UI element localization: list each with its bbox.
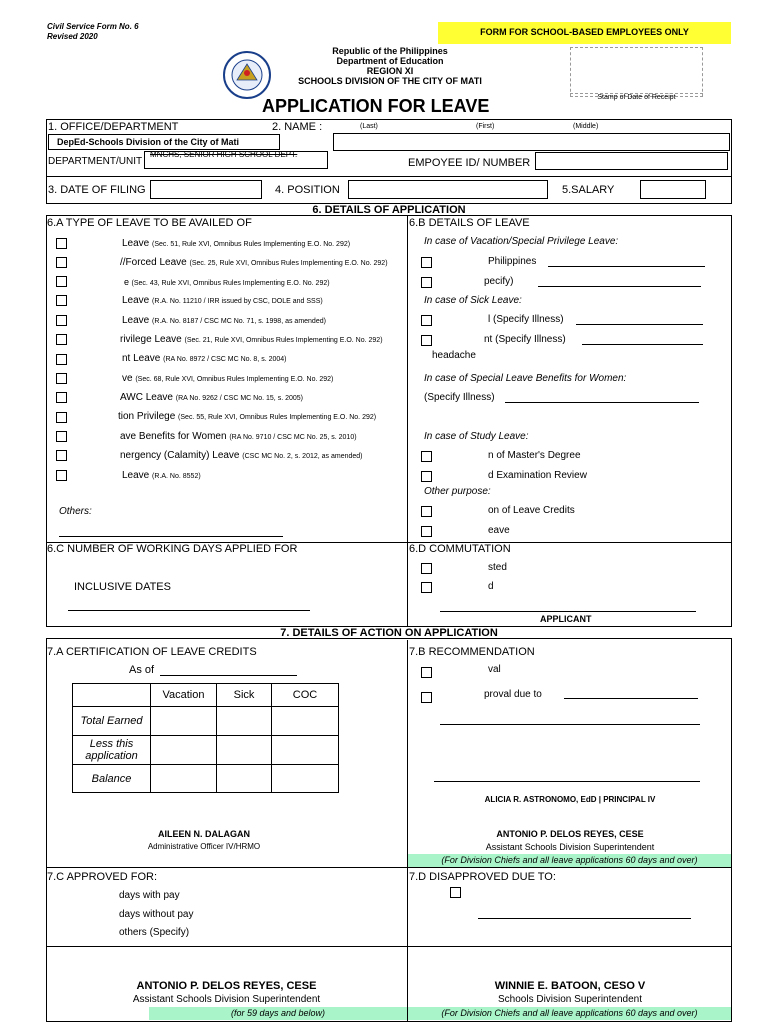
table-cell: [73, 684, 151, 707]
divider: [46, 946, 732, 947]
principal-signature-line: [434, 781, 700, 782]
leave-type-item: Leave (R.A. No. 11210 / IRR issued by CSC, DOLE and SSS): [122, 295, 323, 306]
commutation-item: sted: [488, 562, 507, 573]
office-value: DepEd-Schools Division of the City of Mati: [57, 137, 240, 147]
leave-type-checkbox[interactable]: [56, 276, 67, 287]
stamp-label: Stamp of Date of Receipt: [570, 93, 703, 101]
sick-item: nt (Specify Illness): [484, 334, 566, 345]
divider: [407, 216, 408, 626]
divider: [46, 176, 732, 177]
form-number: Civil Service Form No. 6: [47, 22, 139, 31]
hrmo-name: AILEEN N. DALAGAN: [158, 829, 250, 839]
sick-checkbox[interactable]: [421, 315, 432, 326]
leave-type-checkbox[interactable]: [56, 412, 67, 423]
study-item: n of Master's Degree: [488, 450, 581, 461]
asds-name: ANTONIO P. DELOS REYES, CESE: [496, 829, 644, 839]
date-filing-field[interactable]: [150, 180, 262, 199]
vacation-checkbox[interactable]: [421, 277, 432, 288]
recommendation-line: [564, 698, 698, 699]
division-chief-note: (For Division Chiefs and all leave applications 60 days and over): [408, 854, 731, 867]
inclusive-dates-label: INCLUSIVE DATES: [74, 581, 171, 593]
leave-type-checkbox[interactable]: [56, 431, 67, 442]
empid-label: EMPOYEE ID/ NUMBER: [408, 157, 531, 169]
leave-type-checkbox[interactable]: [56, 373, 67, 384]
first-name-label: (First): [476, 123, 495, 130]
recommendation-checkbox[interactable]: [421, 667, 432, 678]
vacation-header: In case of Vacation/Special Privilege Leave:: [424, 236, 619, 247]
leave-type-checkbox[interactable]: [56, 470, 67, 481]
vacation-line: [548, 266, 705, 267]
women-item: (Specify Illness): [424, 392, 495, 403]
table-cell[interactable]: [151, 765, 217, 793]
section-7b-title: 7.B RECOMMENDATION: [409, 646, 535, 658]
approved-item: days with pay: [119, 890, 180, 901]
sds-title: Schools Division Superintendent: [498, 994, 642, 1005]
sick-value: headache: [432, 350, 476, 361]
as-of-label: As of: [129, 664, 155, 676]
women-header: In case of Special Leave Benefits for Women:: [424, 373, 627, 384]
other-purpose-checkbox[interactable]: [421, 506, 432, 517]
table-row-label: Total Earned: [73, 707, 151, 736]
agency-line: Department of Education: [336, 56, 444, 66]
office-label: 1. OFFICE/DEPARTMENT: [48, 121, 179, 133]
salary-field[interactable]: [640, 180, 706, 199]
other-purpose-item: eave: [488, 525, 510, 536]
sick-item: l (Specify Illness): [488, 314, 564, 325]
table-cell[interactable]: [151, 707, 217, 736]
unit-value: MNCHS, SENIOR HIGH SCHOOL DEPT.: [150, 150, 298, 159]
disapproved-checkbox[interactable]: [450, 887, 461, 898]
approved-item: others (Specify): [119, 927, 190, 938]
applicant-signature-line: [440, 611, 696, 612]
table-cell[interactable]: [272, 707, 339, 736]
table-cell[interactable]: [217, 765, 272, 793]
name-label: 2. NAME :: [272, 121, 323, 133]
section-7c-title: 7.C APPROVED FOR:: [47, 871, 158, 883]
unit-label: DEPARTMENT/UNIT: [48, 156, 143, 167]
leave-type-item: e (Sec. 43, Rule XVI, Omnibus Rules Implementing E.O. No. 292): [124, 277, 330, 287]
vacation-line: [538, 286, 701, 287]
position-field[interactable]: [348, 180, 548, 199]
table-row-label: Balance: [73, 765, 151, 793]
leave-type-item: rivilege Leave (Sec. 21, Rule XVI, Omnibus Rules Implementing E.O. No. 292): [120, 334, 383, 345]
deped-seal-icon: [222, 50, 272, 100]
vacation-checkbox[interactable]: [421, 257, 432, 268]
agency-line: Republic of the Philippines: [332, 46, 448, 56]
leave-type-item: Leave (R.A. No. 8187 / CSC MC No. 71, s. 1998, as amended): [122, 315, 326, 326]
last-name-label: (Last): [360, 123, 378, 130]
divider: [46, 867, 732, 868]
sick-header: In case of Sick Leave:: [424, 295, 522, 306]
sick-checkbox[interactable]: [421, 335, 432, 346]
table-row-label: Less this application: [73, 736, 151, 765]
stamp-box: [570, 47, 703, 97]
others-line: [59, 536, 283, 537]
table-row: [73, 765, 339, 793]
leave-type-item: ave Benefits for Women (RA No. 9710 / CSC MC No. 25, s. 2010): [120, 431, 357, 442]
form-frame: [46, 119, 732, 1022]
leave-credits-table: [72, 683, 339, 793]
principal-name: ALICIA R. ASTRONOMO, EdD | PRINCIPAL IV: [484, 795, 656, 804]
leave-type-checkbox[interactable]: [56, 257, 67, 268]
other-purpose-item: on of Leave Credits: [488, 505, 575, 516]
section-6d-title: 6.D COMMUTATION: [409, 543, 511, 555]
recommendation-item: val: [488, 664, 501, 675]
leave-type-item: Leave (R.A. No. 8552): [122, 470, 201, 481]
leave-type-item: Leave (Sec. 51, Rule XVI, Omnibus Rules Implementing E.O. No. 292): [122, 238, 351, 249]
others-label: Others:: [59, 506, 92, 517]
table-cell[interactable]: [151, 736, 217, 765]
salary-label: 5.SALARY: [562, 184, 615, 196]
leave-type-checkbox[interactable]: [56, 238, 67, 249]
asds2-title: Assistant Schools Division Superintendent: [132, 994, 321, 1005]
empid-field[interactable]: [535, 152, 728, 170]
asds2-note: (for 59 days and below): [149, 1007, 407, 1020]
inclusive-dates-line: [68, 610, 310, 611]
hrmo-title: Administrative Officer IV/HRMO: [147, 842, 261, 851]
women-line: [505, 402, 699, 403]
name-field[interactable]: [333, 133, 730, 151]
school-based-banner: FORM FOR SCHOOL-BASED EMPLOYEES ONLY: [438, 22, 731, 44]
leave-type-item: AWC Leave (RA No. 9262 / CSC MC No. 15, s. 2005): [120, 392, 303, 403]
table-row: [73, 736, 339, 765]
leave-type-item: tion Privilege (Sec. 55, Rule XVI, Omnibus Rules Implementing E.O. No. 292): [118, 411, 377, 422]
section-7-title: 7. DETAILS OF ACTION ON APPLICATION: [46, 626, 732, 639]
leave-type-checkbox[interactable]: [56, 392, 67, 403]
table-header: Sick: [217, 684, 272, 707]
leave-type-checkbox[interactable]: [56, 295, 67, 306]
middle-name-label: (Middle): [573, 123, 599, 130]
asds2-name: ANTONIO P. DELOS REYES, CESE: [136, 980, 317, 992]
vacation-item: pecify): [484, 276, 514, 287]
table-header: COC: [272, 684, 339, 707]
applicant-label: APPLICANT: [540, 614, 592, 624]
section-7d-title: 7.D DISAPPROVED DUE TO:: [409, 871, 556, 883]
section-6-title: 6. DETAILS OF APPLICATION: [46, 203, 732, 216]
section-6c-title: 6.C NUMBER OF WORKING DAYS APPLIED FOR: [47, 543, 298, 555]
leave-type-item: nergency (Calamity) Leave (CSC MC No. 2, s. 2012, as amended): [120, 450, 363, 461]
sds-name: WINNIE E. BATOON, CESO V: [494, 980, 646, 992]
recommendation-checkbox[interactable]: [421, 692, 432, 703]
table-cell[interactable]: [217, 736, 272, 765]
asds-title: Assistant Schools Division Superintendent: [485, 842, 655, 852]
other-purpose-header: Other purpose:: [424, 486, 491, 497]
study-checkbox[interactable]: [421, 471, 432, 482]
leave-type-item: //Forced Leave (Sec. 25, Rule XVI, Omnibus Rules Implementing E.O. No. 292): [120, 257, 388, 268]
form-title: APPLICATION FOR LEAVE: [262, 96, 490, 116]
table-cell[interactable]: [217, 707, 272, 736]
leave-type-item: nt Leave (RA No. 8972 / CSC MC No. 8, s. 2004): [122, 353, 287, 364]
vacation-item: Philippines: [488, 256, 537, 267]
commutation-checkbox[interactable]: [421, 582, 432, 593]
leave-type-checkbox[interactable]: [56, 354, 67, 365]
position-label: 4. POSITION: [275, 184, 340, 196]
study-header: In case of Study Leave:: [424, 431, 529, 442]
study-checkbox[interactable]: [421, 451, 432, 462]
approved-item: days without pay: [119, 909, 194, 920]
section-7a-title: 7.A CERTIFICATION OF LEAVE CREDITS: [47, 646, 257, 658]
leave-type-checkbox[interactable]: [56, 450, 67, 461]
leave-type-checkbox[interactable]: [56, 334, 67, 345]
leave-type-checkbox[interactable]: [56, 315, 67, 326]
agency-line: REGION XI: [366, 66, 414, 76]
agency-header: [280, 46, 500, 86]
leave-type-item: ve (Sec. 68, Rule XVI, Omnibus Rules Implementing E.O. No. 292): [122, 373, 334, 384]
sds-note: (For Division Chiefs and all leave applications 60 days and over): [408, 1007, 731, 1020]
recommendation-line: [440, 724, 700, 725]
study-item: d Examination Review: [488, 470, 587, 481]
disapproved-line: [478, 918, 691, 919]
section-6a-title: 6.A TYPE OF LEAVE TO BE AVAILED OF: [47, 217, 252, 229]
commutation-item: d: [488, 581, 494, 592]
form-revised: Revised 2020: [47, 32, 98, 41]
table-cell[interactable]: [272, 736, 339, 765]
agency-line: SCHOOLS DIVISION OF THE CITY OF MATI: [298, 76, 482, 86]
other-purpose-checkbox[interactable]: [421, 526, 432, 537]
table-cell[interactable]: [272, 765, 339, 793]
table-header: Vacation: [151, 684, 217, 707]
sick-line: [582, 344, 703, 345]
sick-line: [576, 324, 703, 325]
table-row: [73, 707, 339, 736]
as-of-line: [160, 675, 297, 676]
recommendation-item: proval due to: [484, 689, 542, 700]
commutation-checkbox[interactable]: [421, 563, 432, 574]
section-6b-title: 6.B DETAILS OF LEAVE: [409, 217, 530, 229]
date-filing-label: 3. DATE OF FILING: [48, 184, 146, 196]
